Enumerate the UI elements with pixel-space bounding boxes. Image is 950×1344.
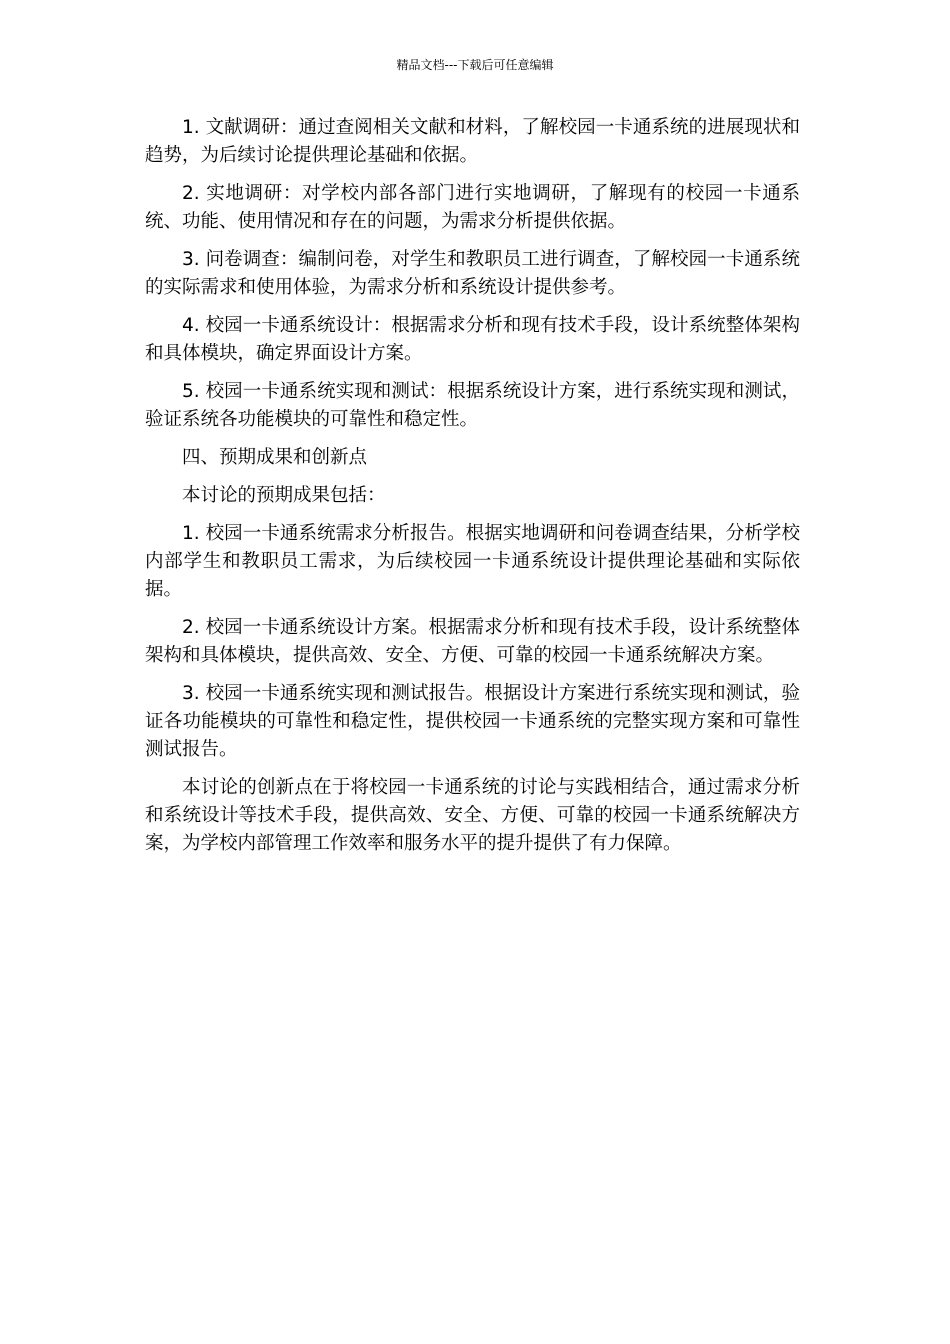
outcomes-intro: 本讨论的预期成果包括： bbox=[182, 485, 386, 506]
outcome-requirements-report: 1. 校园一卡通系统需求分析报告。根据实地调研和问卷调查结果，分析学校内部学生和教职员工需求，为后续校园一卡通系统设计提供理论基础和实际依据。 bbox=[145, 523, 800, 600]
method-literature-review: 1. 文献调研：通过查阅相关文献和材料，了解校园一卡通系统的进展现状和趋势，为后续讨论提供理论基础和依据。 bbox=[145, 117, 800, 166]
method-field-research: 2. 实地调研：对学校内部各部门进行实地调研，了解现有的校园一卡通系统、功能、使用情况和存在的问题，为需求分析提供依据。 bbox=[145, 183, 800, 232]
page-header: 精品文档---下载后可任意编辑 bbox=[396, 58, 554, 72]
method-system-design: 4. 校园一卡通系统设计：根据需求分析和现有技术手段，设计系统整体架构和具体模块，确定界面设计方案。 bbox=[145, 315, 800, 364]
innovation-paragraph: 本讨论的创新点在于将校园一卡通系统的讨论与实践相结合，通过需求分析和系统设计等技术手段，提供高效、安全、方便、可靠的校园一卡通系统解决方案，为学校内部管理工作效率和服务水平的提升提供了有力保障。 bbox=[145, 777, 800, 854]
document-body bbox=[145, 114, 800, 868]
method-implementation-testing: 5. 校园一卡通系统实现和测试：根据系统设计方案，进行系统实现和测试，验证系统各功能模块的可靠性和稳定性。 bbox=[145, 381, 800, 430]
outcome-design-plan: 2. 校园一卡通系统设计方案。根据需求分析和现有技术手段，设计系统整体架构和具体模块，提供高效、安全、方便、可靠的校园一卡通系统解决方案。 bbox=[145, 617, 800, 666]
section-heading: 四、预期成果和创新点 bbox=[182, 447, 368, 468]
method-questionnaire: 3. 问卷调查：编制问卷，对学生和教职员工进行调查，了解校园一卡通系统的实际需求和使用体验，为需求分析和系统设计提供参考。 bbox=[145, 249, 800, 298]
outcome-test-report: 3. 校园一卡通系统实现和测试报告。根据设计方案进行系统实现和测试，验证各功能模块的可靠性和稳定性，提供校园一卡通系统的完整实现方案和可靠性测试报告。 bbox=[145, 683, 800, 760]
